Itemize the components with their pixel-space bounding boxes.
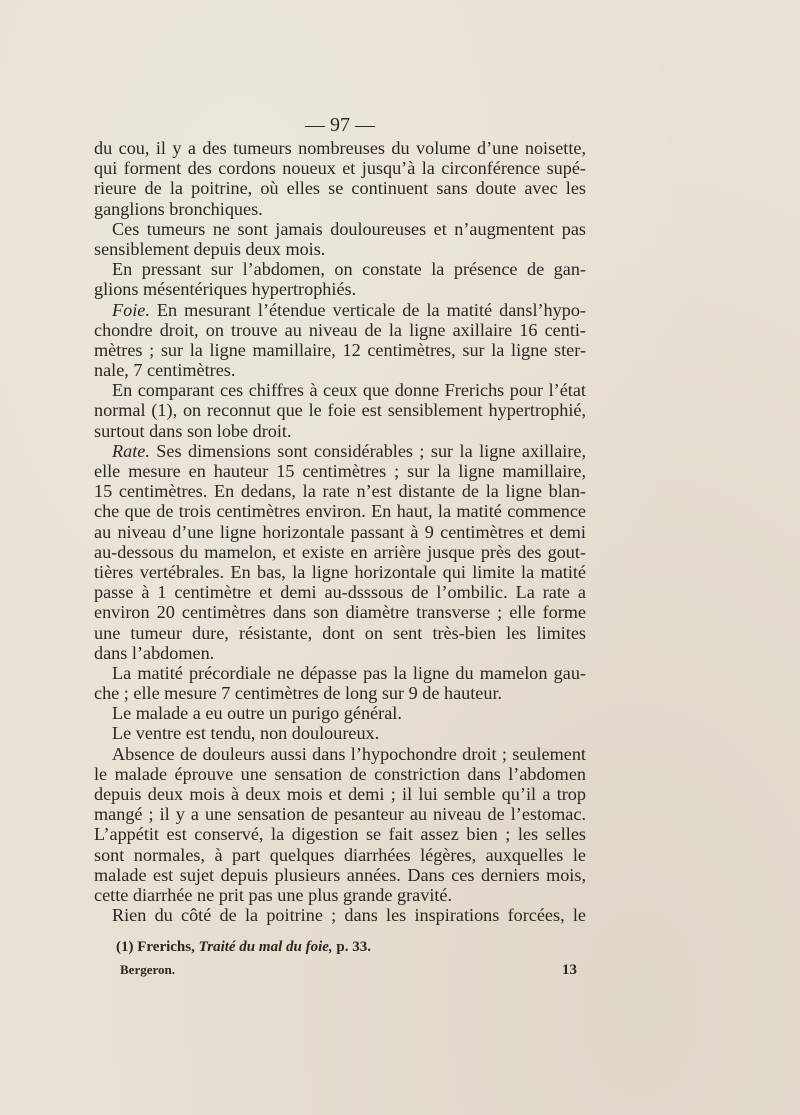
line-text: Absence de douleurs aussi dans l’hypochondre droit ; seulement: [112, 743, 586, 764]
text-line: [94, 623, 586, 643]
line-text: dans l’abdomen.: [94, 642, 215, 663]
text-line: [94, 178, 586, 198]
text-line: [94, 279, 586, 299]
text-line: [94, 905, 586, 925]
text-line: [94, 522, 586, 542]
line-text: mètres ; sur la ligne mamillaire, 12 centimètres, sur la ligne ster-: [94, 339, 586, 360]
line-text: Ces tumeurs ne sont jamais douloureuses et n’augmentent pas: [112, 218, 586, 239]
text-line: [94, 804, 586, 824]
line-text: cette diarrhée ne prit pas une plus grande gravité.: [94, 884, 453, 905]
line-text: environ 20 centimètres dans son diamètre transverse ; elle forme: [94, 602, 586, 623]
text-line: [94, 481, 586, 501]
section-heading: Foie.: [112, 299, 150, 320]
line-text: En comparant ces chiffres à ceux que donne Frerichs pour l’état: [112, 380, 586, 401]
footnote: [116, 939, 371, 956]
line-text: glions mésentériques hypertrophiés.: [94, 279, 357, 300]
line-text: depuis deux mois à deux mois et demi ; il lui semble qu’il a trop: [94, 784, 586, 804]
line-text: mangé ; il y a une sensation de pesanteur au niveau de l’estomac.: [94, 804, 586, 825]
text-line: [94, 441, 586, 461]
line-text: chondre droit, on trouve au niveau de la ligne axillaire 16 centi-: [94, 319, 586, 340]
text-line: [94, 461, 586, 481]
text-line: [94, 643, 586, 663]
text-line: [94, 199, 586, 219]
line-text: ganglions bronchiques.: [94, 198, 263, 219]
text-line: [94, 542, 586, 562]
line-text: malade est sujet depuis plusieurs années. Dans ces derniers mois,: [94, 864, 586, 885]
text-line: [94, 360, 586, 380]
line-text: Le malade a eu outre un purigo général.: [112, 703, 402, 724]
line-text: 15 centimètres. En dedans, la rate n’est distante de la ligne blan-: [94, 481, 586, 502]
line-text: sensiblement depuis deux mois.: [94, 238, 326, 259]
line-text: au niveau d’une ligne horizontale passant à 9 centimètres et demi: [94, 521, 586, 542]
text-line: [94, 744, 586, 764]
line-text: tières vertébrales. En bas, la ligne horizontale qui limite la matité: [94, 561, 586, 582]
line-text: passe à 1 centimètre et demi au-dsssous de l’ombilic. La rate a: [94, 582, 586, 603]
page-number: — 97 —: [305, 114, 375, 136]
text-line: [94, 320, 586, 340]
line-text: L’appétit est conservé, la digestion se fait assez bien ; les selles: [94, 824, 586, 845]
text-line: [94, 663, 586, 683]
line-text: qui forment des cordons noueux et jusqu’à la circonférence supé-: [94, 158, 586, 179]
text-line: [94, 158, 586, 178]
line-text: une tumeur dure, résistante, dont on sent très-bien les limites: [94, 622, 586, 643]
text-line: [94, 723, 586, 743]
line-text: che que de trois centimètres environ. En haut, la matité commence: [94, 501, 586, 522]
line-text: elle mesure en hauteur 15 centimètres ; sur la ligne mamillaire,: [94, 461, 586, 481]
line-text: La matité précordiale ne dépasse pas la ligne du mamelon gau-: [112, 662, 586, 683]
line-text: sont normales, à part quelques diarrhées légères, auxquelles le: [94, 844, 586, 865]
footnote-title: Traité du mal du foie,: [198, 939, 333, 955]
line-text: le malade éprouve une sensation de constriction dans l’abdomen: [94, 763, 586, 784]
signature-number: 13: [562, 962, 577, 978]
text-line: [94, 562, 586, 582]
footnote-rest: p. 33.: [332, 939, 371, 955]
body-text: [94, 138, 586, 925]
text-line: [94, 501, 586, 521]
printer-mark: Bergeron.: [120, 962, 175, 977]
text-line: [94, 340, 586, 360]
text-line: [94, 582, 586, 602]
line-text: che ; elle mesure 7 centimètres de long sur 9 de hauteur.: [94, 683, 503, 704]
text-line: [94, 219, 586, 239]
text-line: [94, 400, 586, 420]
text-line: [94, 683, 586, 703]
text-line: [94, 865, 586, 885]
text-line: [94, 885, 586, 905]
text-line: [94, 421, 586, 441]
text-line: [94, 824, 586, 844]
text-line: [94, 703, 586, 723]
line-text: Rien du côté de la poitrine ; dans les inspirations forcées, le: [112, 905, 586, 926]
line-text: au-dessous du mamelon, et existe en arrière jusque près des gout-: [94, 541, 586, 562]
text-line: [94, 138, 586, 158]
text-line: [94, 764, 586, 784]
line-text: Ses dimensions sont considérables ; sur la ligne axillaire,: [149, 440, 586, 461]
line-text: Le ventre est tendu, non douloureux.: [112, 723, 380, 744]
text-line: [94, 845, 586, 865]
text-line: [94, 239, 586, 259]
line-text: surtout dans son lobe droit.: [94, 420, 292, 441]
text-line: [94, 259, 586, 279]
line-text: nale, 7 centimètres.: [94, 360, 236, 381]
text-line: [94, 300, 586, 320]
text-line: [94, 602, 586, 622]
footnote-marker: (1) Frerichs,: [116, 939, 199, 955]
line-text: normal (1), on reconnut que le foie est sensiblement hypertrophié,: [94, 400, 586, 421]
line-text: En mesurant l’étendue verticale de la matité dansl’hypo-: [149, 299, 586, 320]
section-heading: Rate.: [112, 440, 150, 461]
text-line: [94, 380, 586, 400]
line-text: rieure de la poitrine, où elles se continuent sans doute avec les: [94, 178, 586, 199]
line-text: En pressant sur l’abdomen, on constate la présence de gan-: [112, 259, 586, 280]
line-text: du cou, il y a des tumeurs nombreuses du volume d’une noisette,: [94, 138, 586, 158]
text-line: [94, 784, 586, 804]
